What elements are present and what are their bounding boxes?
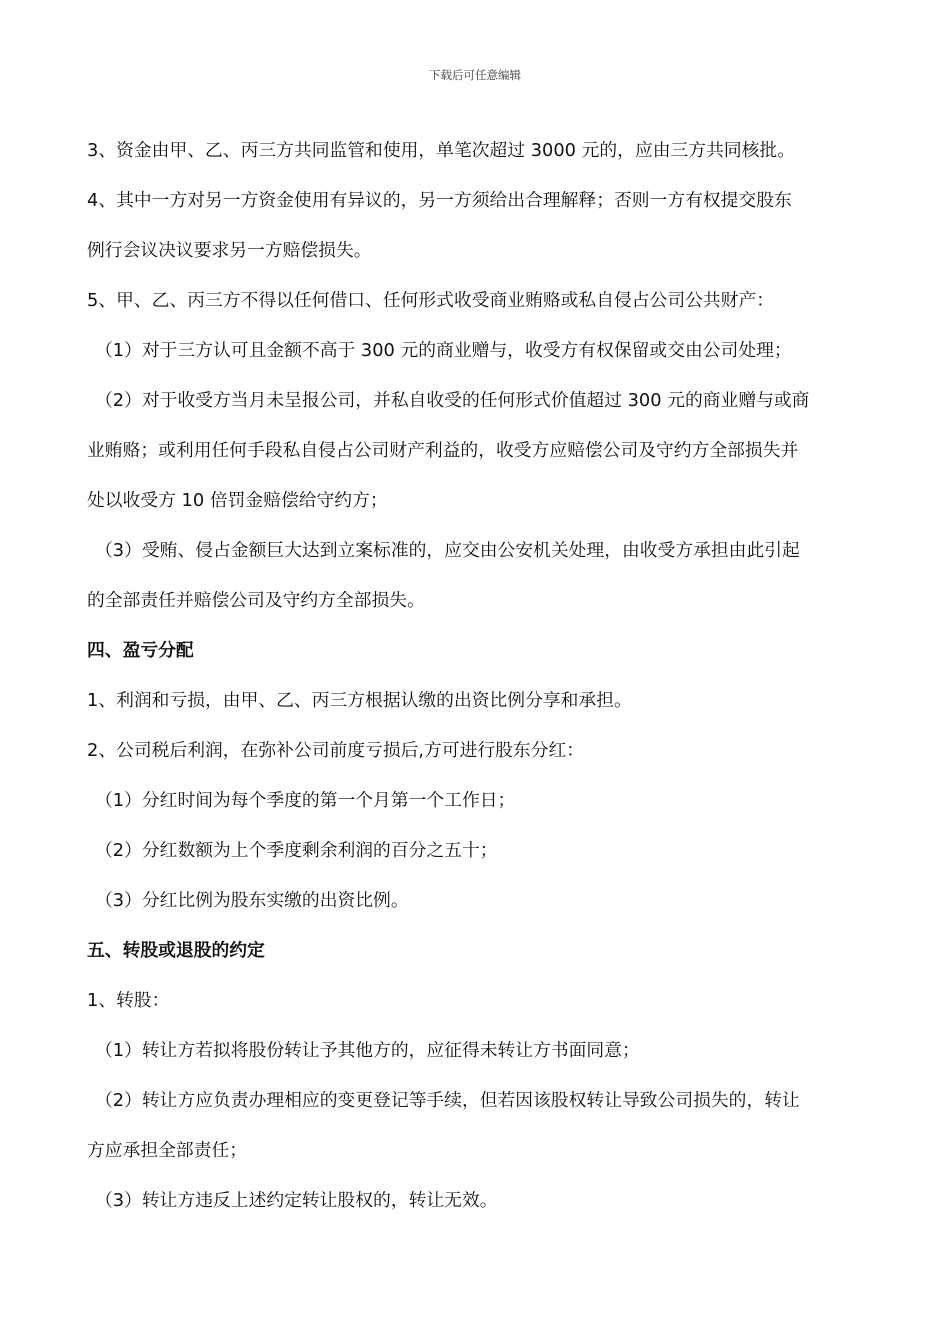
paragraph-line: 例行会议决议要求另一方赔偿损失。	[87, 240, 372, 261]
paragraph-line: 业贿赂；或利用任何手段私自侵占公司财产利益的，收受方应赔偿公司及守约方全部损失并	[87, 440, 799, 461]
paragraph-line: 处以收受方 10 倍罚金赔偿给守约方；	[87, 490, 388, 511]
paragraph-line: （3）转让方违反上述约定转让股权的，转让无效。	[95, 1190, 498, 1211]
section-heading: 四、盈亏分配	[87, 640, 194, 661]
paragraph-line: （1）分红时间为每个季度的第一个月第一个工作日；	[95, 790, 516, 811]
paragraph-line: 3、资金由甲、乙、丙三方共同监管和使用，单笔次超过 3000 元的，应由三方共同核批。	[87, 140, 795, 161]
paragraph-line: 1、转股：	[87, 990, 170, 1011]
paragraph-line: （1）转让方若拟将股份转让予其他方的，应征得未转让方书面同意；	[95, 1040, 640, 1061]
paragraph-line: 5、甲、乙、丙三方不得以任何借口、任何形式收受商业贿赂或私自侵占公司公共财产：	[87, 290, 775, 311]
paragraph-line: （3）分红比例为股东实缴的出资比例。	[95, 890, 409, 911]
paragraph-line: 的全部责任并赔偿公司及守约方全部损失。	[87, 590, 425, 611]
page-header: 下载后可任意编辑	[429, 68, 521, 82]
section-heading: 五、转股或退股的约定	[87, 940, 265, 961]
paragraph-line: （1）对于三方认可且金额不高于 300 元的商业赠与，收受方有权保留或交由公司处理；	[95, 340, 792, 361]
paragraph-line: （2）分红数额为上个季度剩余利润的百分之五十；	[95, 840, 498, 861]
document-body	[87, 126, 869, 1226]
paragraph-line: （2）对于收受方当月未呈报公司，并私自收受的任何形式价值超过 300 元的商业赠与或商	[95, 390, 810, 411]
paragraph-line: （2）转让方应负责办理相应的变更登记等手续，但若因该股权转让导致公司损失的，转让	[95, 1090, 800, 1111]
paragraph-line: （3）受贿、侵占金额巨大达到立案标准的，应交由公安机关处理，由收受方承担由此引起	[95, 540, 800, 561]
paragraph-line: 方应承担全部责任；	[87, 1140, 248, 1161]
paragraph-line: 4、其中一方对另一方资金使用有异议的，另一方须给出合理解释；否则一方有权提交股东	[87, 190, 792, 211]
paragraph-line: 1、利润和亏损，由甲、乙、丙三方根据认缴的出资比例分享和承担。	[87, 690, 632, 711]
paragraph-line: 2、公司税后利润，在弥补公司前度亏损后,方可进行股东分红：	[87, 740, 585, 761]
